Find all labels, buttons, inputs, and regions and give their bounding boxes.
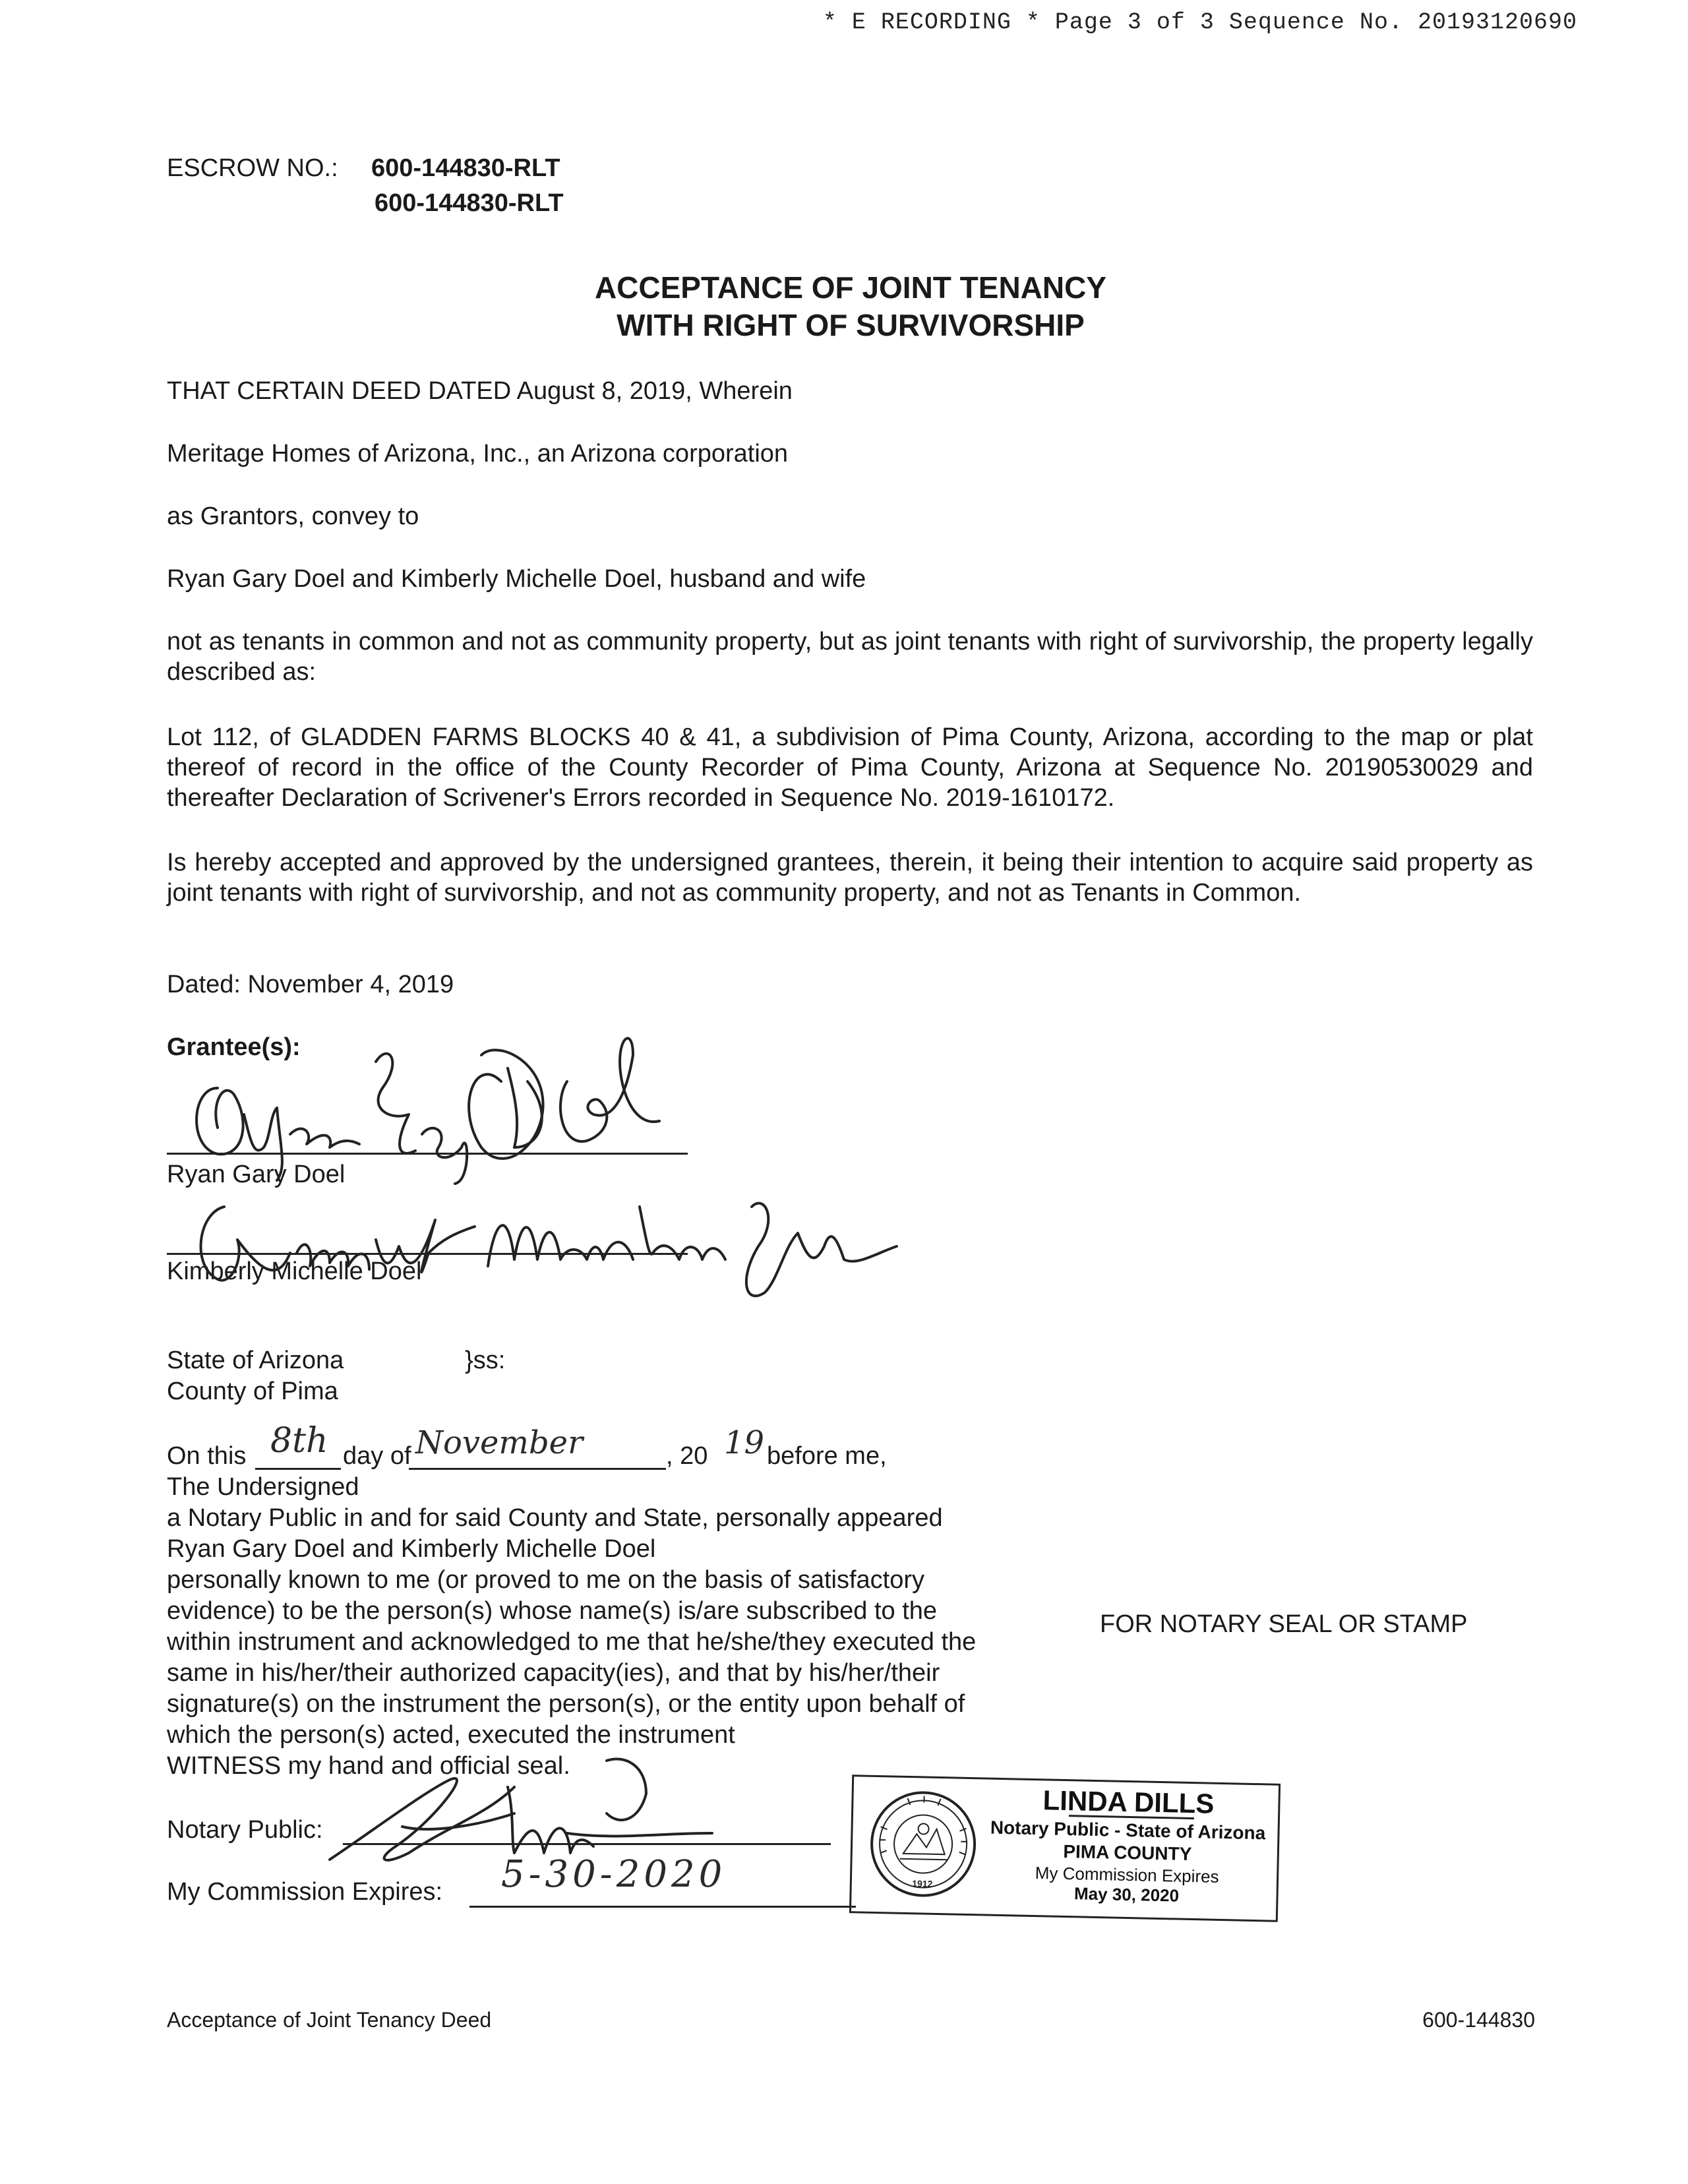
acknowledgment-line-4: same in his/her/their authorized capacity(ies), and that by his/her/their xyxy=(167,1659,940,1687)
stamp-line-2: PIMA COUNTY xyxy=(1063,1840,1192,1865)
seal-year: 1912 xyxy=(912,1878,933,1889)
kimberly-doel-signature xyxy=(171,1180,910,1306)
notary-appeared: a Notary Public in and for said County and State, personally appeared xyxy=(167,1504,943,1532)
footer-escrow-number: 600-144830 xyxy=(1422,2008,1535,2032)
deed-dated: THAT CERTAIN DEED DATED August 8, 2019, Wherein xyxy=(167,377,793,405)
venue-state: State of Arizona xyxy=(167,1347,344,1374)
acknowledgment-line-3: within instrument and acknowledged to me that he/she/they executed the xyxy=(167,1628,977,1656)
witness-line: WITNESS my hand and official seal. xyxy=(167,1752,570,1780)
stamp-line-1: Notary Public - State of Arizona xyxy=(990,1817,1266,1844)
acknowledgment-line-1: personally known to me (or proved to me on the basis of satisfactory xyxy=(167,1566,924,1594)
notary-stamp xyxy=(849,1774,1281,1922)
arizona-state-seal-icon xyxy=(866,1787,980,1902)
month-blank xyxy=(409,1468,666,1470)
acceptance-clause: Is hereby accepted and approved by the undersigned grantees, therein, it being their intention to acquire said property as joint tenants with right of survivorship, and not as community property, and not as Tenants in Common. xyxy=(167,849,1533,907)
commission-expires-label: My Commission Expires: xyxy=(167,1878,443,1906)
grantees-label: Grantee(s): xyxy=(167,1033,301,1061)
notary-seal-placeholder: FOR NOTARY SEAL OR STAMP xyxy=(1100,1610,1468,1638)
venue-ss: }ss: xyxy=(465,1347,506,1374)
grantor-name: Meritage Homes of Arizona, Inc., an Arizona corporation xyxy=(167,440,789,468)
grantees-names: Ryan Gary Doel and Kimberly Michelle Doel, husband and wife xyxy=(167,565,866,593)
on-this-label: On this xyxy=(167,1442,247,1470)
before-me: before me, xyxy=(767,1442,887,1470)
tenancy-clause: not as tenants in common and not as community property, but as joint tenants with right of survivorship, the property legally described as: xyxy=(167,628,1533,686)
year-handwritten: 19 xyxy=(724,1424,765,1461)
signer-2-name: Kimberly Michelle Doel xyxy=(167,1258,422,1285)
escrow-number-2: 600-144830-RLT xyxy=(375,189,564,217)
dated-line: Dated: November 4, 2019 xyxy=(167,971,454,998)
month-handwritten: November xyxy=(415,1424,584,1461)
signer-1-name: Ryan Gary Doel xyxy=(167,1161,346,1188)
footer-document-name: Acceptance of Joint Tenancy Deed xyxy=(167,2008,492,2032)
day-of-label: day of xyxy=(343,1442,411,1470)
commission-line xyxy=(469,1906,856,1908)
venue-county: County of Pima xyxy=(167,1378,338,1405)
stamp-notary-name: LINDA DILLS xyxy=(1042,1784,1215,1819)
stamp-line-4: May 30, 2020 xyxy=(1073,1883,1180,1906)
day-blank xyxy=(255,1468,341,1470)
ryan-doel-signature xyxy=(171,1016,712,1187)
document-title-line2: WITH RIGHT OF SURVIVORSHIP xyxy=(617,308,1085,342)
acknowledgment-line-6: which the person(s) acted, executed the instrument xyxy=(167,1721,735,1749)
notary-public-label: Notary Public: xyxy=(167,1816,323,1844)
stamp-line-3: My Commission Expires xyxy=(1035,1863,1219,1887)
recording-header: * E RECORDING * Page 3 of 3 Sequence No. 20193120690 xyxy=(822,9,1577,36)
year-prefix: , 20 xyxy=(666,1442,708,1470)
appeared-names: Ryan Gary Doel and Kimberly Michelle Doel xyxy=(167,1535,656,1563)
document-title-line1: ACCEPTANCE OF JOINT TENANCY xyxy=(594,270,1107,305)
as-grantors: as Grantors, convey to xyxy=(167,502,419,530)
commission-handwritten: 5-30-2020 xyxy=(501,1853,727,1896)
legal-description: Lot 112, of GLADDEN FARMS BLOCKS 40 & 41, a subdivision of Pima County, Arizona, according to the map or plat thereof of record in the office of the County Recorder of Pima County, Arizona at Sequence No. 20190530029 and thereafter Declaration of Scrivener's Errors recorded in Sequence No. 2019-1610172. xyxy=(167,723,1533,812)
escrow-number-1: 600-144830-RLT xyxy=(371,154,560,182)
acknowledgment-line-2: evidence) to be the person(s) whose name(s) is/are subscribed to the xyxy=(167,1597,938,1625)
acknowledgment-line-5: signature(s) on the instrument the person(s), or the entity upon behalf of xyxy=(167,1690,965,1718)
day-handwritten: 8th xyxy=(270,1421,328,1461)
escrow-label: ESCROW NO.: xyxy=(167,154,338,182)
the-undersigned: The Undersigned xyxy=(167,1473,359,1501)
